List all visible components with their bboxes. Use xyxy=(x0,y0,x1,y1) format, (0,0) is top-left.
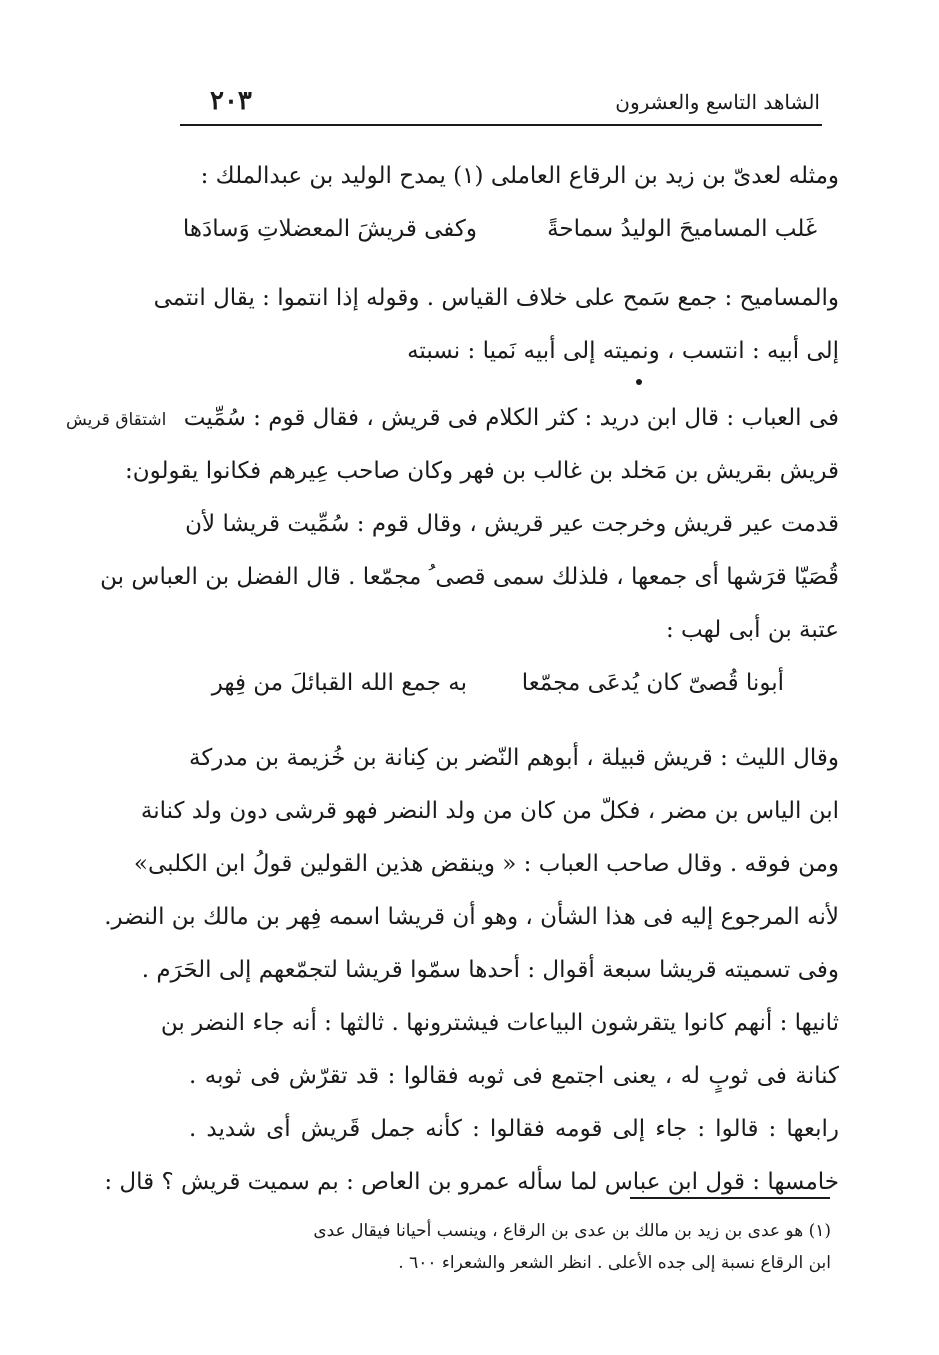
text-line: ومثله لعدىّ بن زيد بن الرقاع العاملى (١) يمدح الوليد بن عبدالملك : xyxy=(200,163,839,189)
text-line: قدمت عير قريش وخرجت عير قريش ، وقال قوم : سُمِّيت قريشا لأن xyxy=(185,511,839,537)
verse-second-hemistich: به جمع الله القبائلَ من فِهر xyxy=(211,670,467,696)
text-line: خامسها : قول ابن عباس لما سأله عمرو بن العاص : بم سميت قريش ؟ قال : xyxy=(104,1169,839,1195)
text-line: وقال الليث : قريش قبيلة ، أبوهم النّضر بن كِنانة بن خُزيمة بن مدركة xyxy=(189,745,839,771)
verse-first-hemistich: غَلب المساميحَ الوليدُ سماحةً xyxy=(547,216,817,242)
text-line: رابعها : قالوا : جاء إلى قومه فقالوا : كأنه جمل قَريش أى شديد . xyxy=(189,1116,839,1142)
footnote-line: ابن الرقاع نسبة إلى جده الأعلى . انظر الشعر والشعراء ٦٠٠ . xyxy=(398,1253,831,1273)
header-rule xyxy=(180,124,822,126)
text-line: ابن الياس بن مضر ، فكلّ من كان من ولد النضر فهو قرشى دون ولد كنانة xyxy=(140,798,839,824)
text-line: ثانيها : أنهم كانوا يتقرشون البياعات فيشترونها . ثالثها : أنه جاء النضر بن xyxy=(160,1010,839,1036)
margin-note: اشتقاق قريش xyxy=(66,410,167,430)
text-line: ومن فوقه . وقال صاحب العباب : « وينقض هذين القولين قولُ ابن الكلبى» xyxy=(133,851,839,877)
text-line: وفى تسميته قريشا سبعة أقوال : أحدها سمّوا قريشا لتجمّعهم إلى الحَرَم . xyxy=(141,957,839,983)
verse-first-hemistich: أبونا قُصىّ كان يُدعَى مجمّعا xyxy=(521,670,784,696)
text-line: لأنه المرجوع إليه فى هذا الشأن ، وهو أن قريشا اسمه فِهر بن مالك بن النضر. xyxy=(104,904,839,930)
footnote-line: (١) هو عدى بن زيد بن مالك بن عدى بن الرقاع ، وينسب أحيانا فيقال عدى xyxy=(313,1221,831,1241)
page-number: ٢٠٣ xyxy=(210,86,252,116)
text-line: قُصَيّا قرَشها أى جمعها ، فلذلك سمى قصى ُ مجمّعا . قال الفضل بن العباس بن xyxy=(100,564,839,590)
text-line: قريش بقريش بن مَخلد بن غالب بن فهر وكان صاحب عِيرهم فكانوا يقولون: xyxy=(125,458,839,484)
text-line: كنانة فى ثوبٍ له ، يعنى اجتمع فى ثوبه فقالوا : قد تقرّش فى ثوبه . xyxy=(189,1063,839,1089)
ink-dot xyxy=(636,379,642,385)
text-line: فى العباب : قال ابن دريد : كثر الكلام فى قريش ، فقال قوم : سُمِّيت xyxy=(183,405,839,431)
verse-second-hemistich: وكفى قريشَ المعضلاتِ وَسادَها xyxy=(182,216,477,242)
running-title: الشاهد التاسع والعشرون xyxy=(615,90,820,114)
footnote-rule xyxy=(630,1197,830,1199)
text-line: عتبة بن أبى لهب : xyxy=(666,617,839,643)
page-header xyxy=(180,84,820,120)
text-line: إلى أبيه : انتسب ، ونميته إلى أبيه نَميا : نسبته xyxy=(407,338,839,364)
text-line: والمساميح : جمع سَمح على خلاف القياس . وقوله إذا انتموا : يقال انتمى xyxy=(153,285,839,311)
